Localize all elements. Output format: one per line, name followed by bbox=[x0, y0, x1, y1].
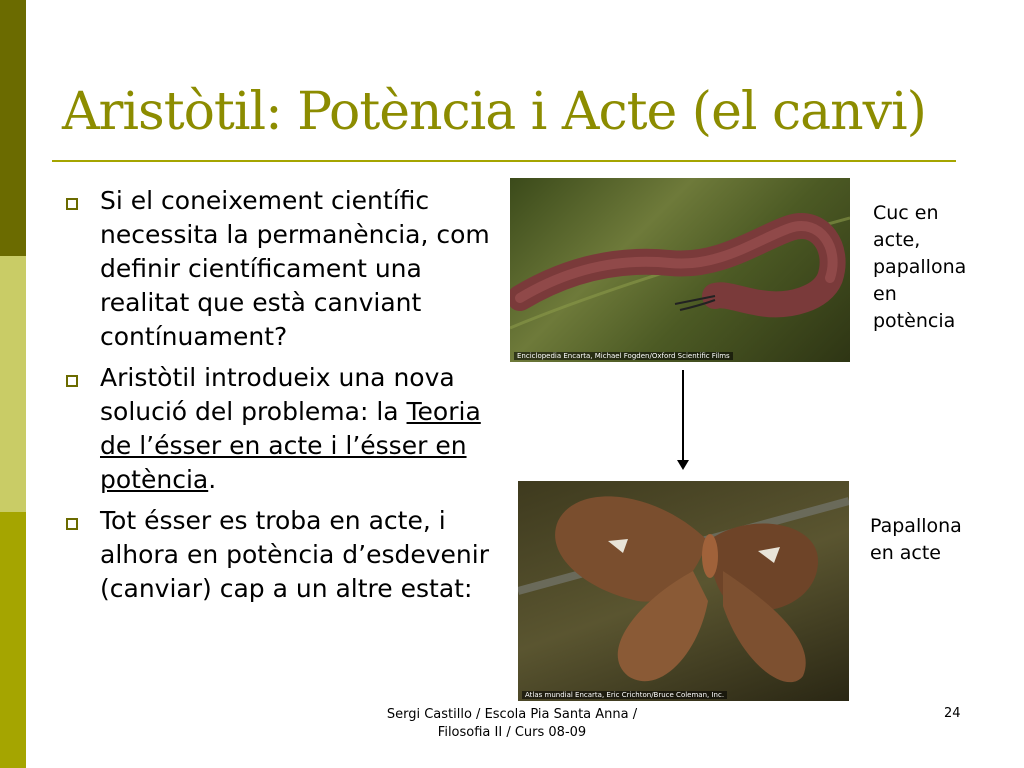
square-bullet-icon bbox=[66, 375, 78, 387]
bullet-item bbox=[60, 361, 500, 497]
bullet-list bbox=[60, 184, 500, 613]
bullet-item bbox=[60, 504, 500, 606]
bullet-text-after: . bbox=[208, 465, 217, 494]
transformation-arrow-line bbox=[682, 370, 684, 462]
moth-illustration bbox=[518, 481, 849, 701]
caption-moth: Papallona en acte bbox=[870, 515, 962, 564]
bullet-text-before: Aristòtil introdueix una nova solució del problema: la bbox=[100, 363, 455, 426]
square-bullet-icon bbox=[66, 518, 78, 530]
left-accent-bar-top bbox=[0, 0, 26, 256]
photo-credit: Atlas mundial Encarta, Eric Crichton/Bruce Coleman, Inc. bbox=[522, 691, 727, 699]
title-underline bbox=[52, 160, 956, 162]
moth-photo bbox=[518, 481, 849, 701]
square-bullet-icon bbox=[66, 198, 78, 210]
left-accent-bar-middle bbox=[0, 256, 26, 512]
footer-author: Sergi Castillo / Escola Pia Santa Anna / Filosofia II / Curs 08-09 bbox=[386, 707, 638, 740]
caterpillar-photo bbox=[510, 178, 850, 362]
page-number: 24 bbox=[944, 706, 961, 721]
slide-title: Aristòtil: Potència i Acte (el canvi) bbox=[62, 82, 926, 142]
bullet-text: Tot ésser es troba en acte, i alhora en potència d’esdevenir (canviar) cap a un altre estat: bbox=[100, 506, 489, 603]
theory-term: Teoria de l’ésser en acte i l’ésser en potència bbox=[100, 397, 481, 494]
bullet-item bbox=[60, 184, 500, 354]
caterpillar-illustration bbox=[510, 178, 850, 362]
photo-credit: Enciclopedia Encarta, Michael Fogden/Oxford Scientific Films bbox=[514, 352, 733, 360]
bullet-text: Si el coneixement científic necessita la permanència, com definir científicament una realitat que està canviant contínuament? bbox=[100, 186, 490, 351]
caption-caterpillar: Cuc en acte, papallona en potència bbox=[873, 202, 967, 332]
left-accent-bar-bottom bbox=[0, 512, 26, 768]
arrow-down-icon bbox=[677, 460, 689, 470]
